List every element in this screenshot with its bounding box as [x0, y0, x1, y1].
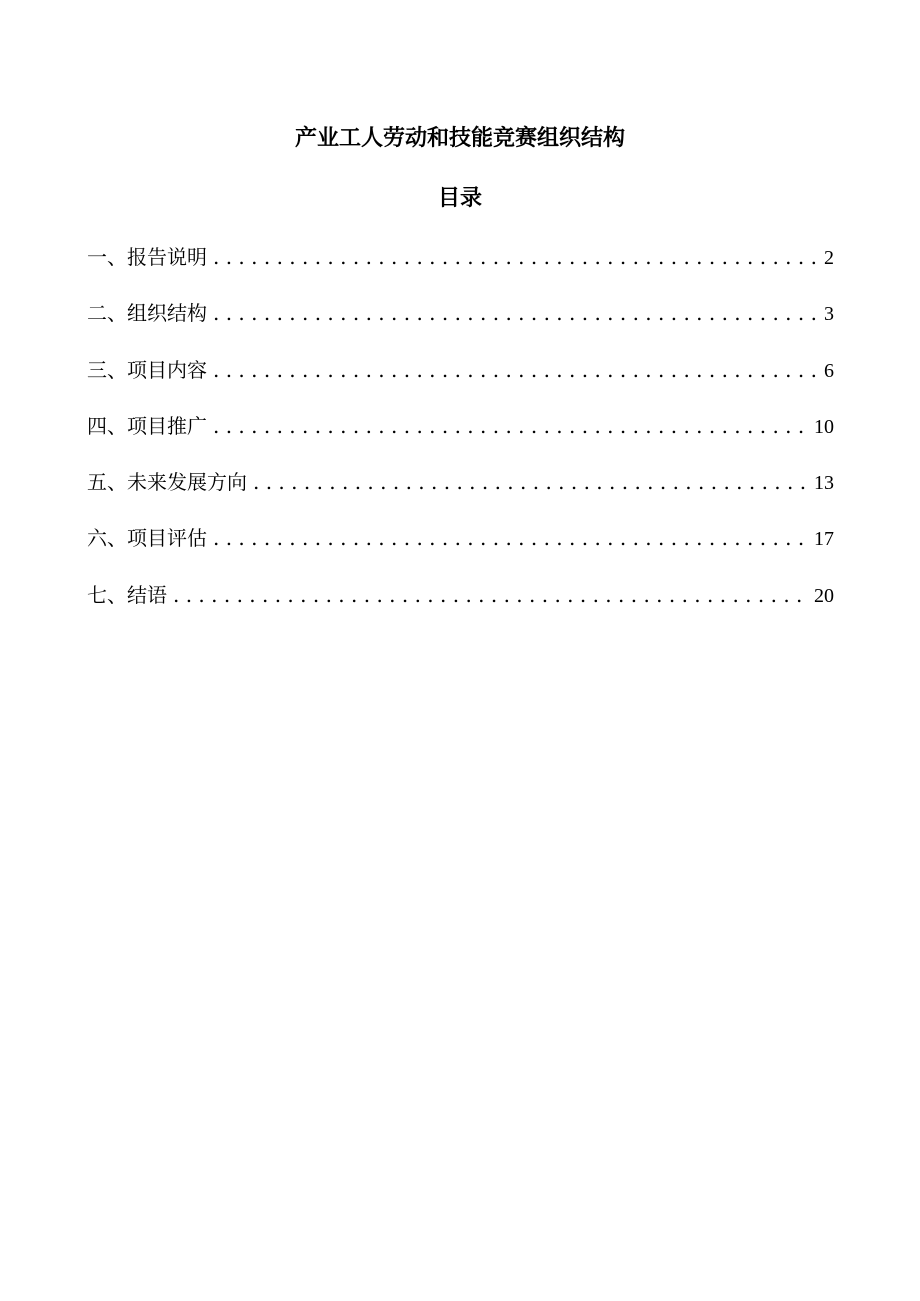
toc-entry-page: 2: [824, 247, 834, 269]
toc-heading: 目录: [437, 186, 482, 211]
toc-entry-page: 6: [824, 359, 834, 382]
toc-entry-page: 3: [824, 303, 834, 326]
toc-dot-leader: [213, 409, 810, 443]
toc-dot-leader: [213, 240, 820, 274]
document-title: 产业工人劳动和技能竞赛组织结构: [294, 126, 625, 151]
toc-entry-label: 二、组织结构: [87, 301, 207, 326]
toc-entry-2[interactable]: [87, 296, 834, 352]
toc-entry-7[interactable]: [87, 578, 834, 634]
toc-entry-label: 七、结语: [87, 582, 167, 607]
toc-entry-5[interactable]: [87, 465, 834, 521]
toc-entry-page: 17: [814, 528, 834, 551]
toc-entry-6[interactable]: [87, 521, 834, 577]
toc-entry-page: 13: [814, 472, 834, 495]
toc-entry-label: 三、项目内容: [87, 357, 207, 382]
toc-entry-3[interactable]: [87, 353, 834, 409]
toc-dot-leader: [213, 521, 810, 555]
toc-entry-label: 六、项目评估: [87, 526, 207, 551]
toc-entry-page: 10: [814, 415, 834, 438]
toc-dot-leader: [213, 296, 820, 330]
toc-dot-leader: [213, 353, 820, 387]
table-of-contents: [87, 240, 834, 634]
toc-entry-label: 一、报告说明: [87, 245, 207, 269]
toc-dot-leader: [253, 465, 810, 499]
toc-dot-leader: [173, 578, 810, 612]
toc-entry-1[interactable]: [87, 240, 834, 296]
toc-entry-label: 五、未来发展方向: [87, 470, 247, 495]
toc-entry-4[interactable]: [87, 409, 834, 465]
toc-entry-label: 四、项目推广: [87, 413, 207, 438]
toc-entry-page: 20: [814, 584, 834, 607]
